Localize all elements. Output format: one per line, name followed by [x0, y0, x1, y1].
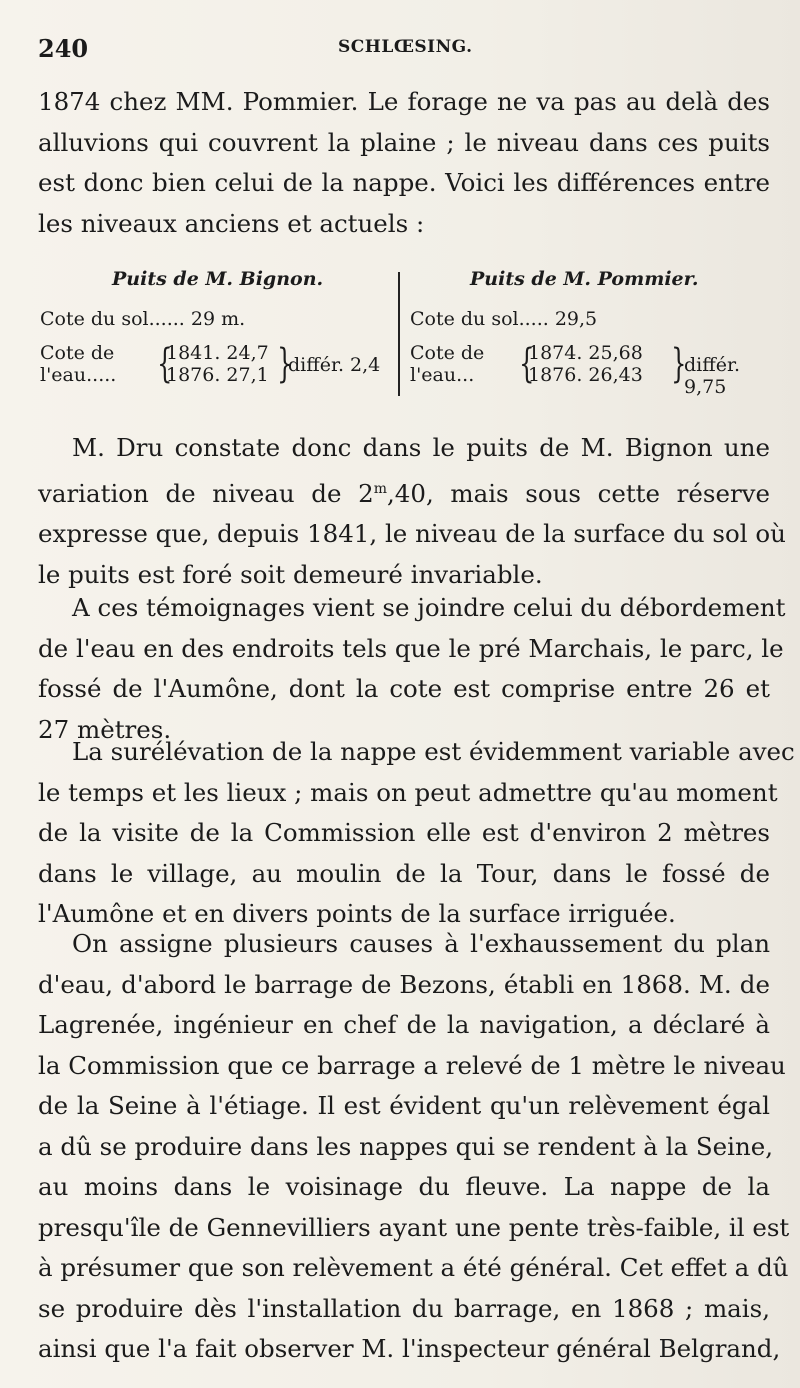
paragraph-causes: [38, 924, 790, 1370]
text-line: le temps et les lieux ; mais on peut admettre qu'au moment: [38, 777, 778, 807]
pommier-water-label: [410, 342, 484, 386]
text-line: se produire dès l'installation du barrage, en 1868 ; mais,: [38, 1293, 770, 1323]
text-line: ainsi que l'a fait observer M. l'inspecteur général Belgrand,: [38, 1334, 781, 1363]
text-line: la Commission que ce barrage a relevé de 1 mètre le niveau: [38, 1050, 786, 1080]
text-line: est donc bien celui de la nappe. Voici les différences entre: [38, 168, 770, 197]
running-title: SCHLŒSING.: [338, 37, 473, 57]
text-line: 1874 chez MM. Pommier. Le forage ne va pas au delà des: [38, 87, 770, 116]
pommier-level-1874: 1874. 25,68: [528, 342, 643, 364]
pommier-difference: différ. 9,75: [684, 354, 741, 398]
water-label-line-2: l'eau...: [410, 364, 475, 386]
text-fragment: ,40, mais sous cette réserve: [386, 478, 770, 508]
pommier-level-1876: 1876. 26,43: [528, 364, 643, 386]
paragraph-dru: [38, 428, 786, 595]
text-line: M. Dru constate donc dans le puits de M. Bignon une: [72, 433, 770, 462]
text-line: d'eau, d'abord le barrage de Bezons, établi en 1868. M. de: [38, 969, 770, 999]
bignon-difference: différ. 2,4: [288, 354, 381, 376]
bignon-water-label: [40, 342, 116, 386]
text-line: de l'eau en des endroits tels que le pré Marchais, le parc, le: [38, 633, 784, 663]
text-line: de la Seine à l'étiage. Il est évident qu'un relèvement égal: [38, 1091, 770, 1120]
text-line: On assigne plusieurs causes à l'exhaussement du plan: [72, 929, 770, 958]
text-line: 27 mètres.: [38, 714, 172, 744]
text-line: presqu'île de Gennevilliers ayant une pente très-faible, il est: [38, 1212, 790, 1242]
bignon-ground-level: Cote du sol...... 29 m.: [40, 308, 246, 330]
text-line: A ces témoignages vient se joindre celui du débordement: [72, 593, 786, 622]
wells-table: [40, 268, 770, 398]
bignon-water-levels: [166, 342, 269, 386]
pommier-ground-level: Cote du sol..... 29,5: [410, 308, 598, 330]
water-label-line-1: Cote de: [410, 342, 485, 364]
paragraph-debordement: [38, 588, 786, 750]
right-brace: {: [671, 341, 687, 387]
text-line: expresse que, depuis 1841, le niveau de la surface du sol où: [38, 519, 786, 549]
text-line: l'Aumône et en divers points de la surface irriguée.: [38, 899, 676, 928]
bignon-level-1841: 1841. 24,7: [166, 342, 269, 364]
left-brace: {: [519, 341, 535, 387]
column-divider: [398, 272, 400, 396]
water-label-line-1: Cote de: [40, 342, 115, 364]
bignon-level-1876: 1876. 27,1: [166, 364, 269, 386]
water-label-line-2: l'eau.....: [40, 364, 117, 386]
text-line: Lagrenée, ingénieur en chef de la navigation, a déclaré à: [38, 1010, 770, 1039]
intro-paragraph: [38, 82, 770, 244]
text-line: a dû se produire dans les nappes qui se rendent à la Seine,: [38, 1131, 774, 1161]
text-line: alluvions qui couvrent la plaine ; le niveau dans ces puits: [38, 127, 770, 157]
paragraph-surelevation: [38, 732, 795, 935]
left-brace: {: [157, 341, 173, 387]
pommier-title: Puits de M. Pommier.: [470, 268, 699, 290]
text-line: [38, 469, 770, 515]
text-line: les niveaux anciens et actuels :: [38, 208, 425, 238]
text-line: La surélévation de la nappe est évidemment variable avec: [72, 737, 795, 766]
bignon-well-column: [40, 268, 388, 398]
pommier-well-column: [410, 268, 770, 398]
bignon-title: Puits de M. Bignon.: [112, 268, 324, 290]
right-brace: {: [277, 341, 293, 387]
text-line: au moins dans le voisinage du fleuve. La nappe de la: [38, 1172, 770, 1201]
text-line: à présumer que son relèvement a été général. Cet effet a dû: [38, 1253, 789, 1282]
page-header: [38, 34, 770, 70]
page-number: 240: [38, 34, 89, 63]
text-line: le puits est foré soit demeuré invariable.: [38, 559, 543, 589]
text-line: de la visite de la Commission elle est d'environ 2 mètres: [38, 818, 770, 847]
pommier-water-levels: [528, 342, 643, 386]
text-line: dans le village, au moulin de la Tour, dans le fossé de: [38, 858, 770, 888]
superscript-unit: m: [373, 480, 387, 497]
text-fragment: variation de niveau de 2: [38, 478, 374, 508]
text-line: fossé de l'Aumône, dont la cote est comprise entre 26 et: [38, 674, 770, 703]
